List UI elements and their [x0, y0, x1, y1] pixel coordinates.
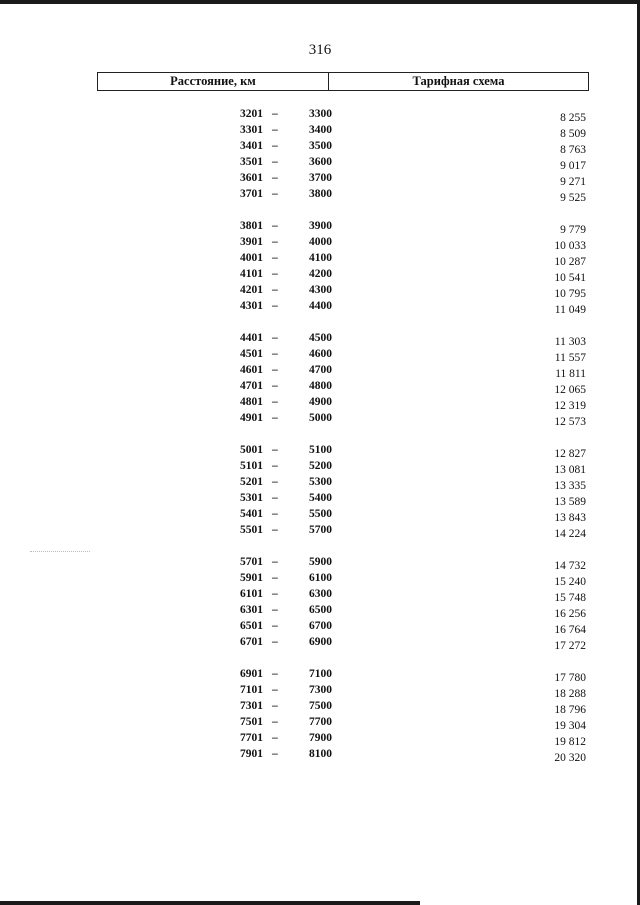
distance-from: 3401 [240, 140, 263, 152]
tariff-value: 13 589 [554, 496, 586, 508]
table-row [0, 604, 640, 620]
tariff-value: 13 335 [554, 480, 586, 492]
table-row [0, 364, 640, 380]
tariff-value: 16 256 [554, 608, 586, 620]
range-dash: – [272, 348, 278, 360]
tariff-value: 10 287 [554, 256, 586, 268]
tariff-value: 15 748 [554, 592, 586, 604]
distance-from: 7901 [240, 748, 263, 760]
table-row [0, 348, 640, 364]
table-row [0, 668, 640, 684]
distance-to: 5200 [309, 460, 332, 472]
tariff-value: 18 288 [554, 688, 586, 700]
range-dash: – [272, 508, 278, 520]
distance-to: 7300 [309, 684, 332, 696]
distance-from: 4601 [240, 364, 263, 376]
tariff-value: 9 271 [560, 176, 586, 188]
tariff-value: 8 509 [560, 128, 586, 140]
tariff-value: 10 033 [554, 240, 586, 252]
table-group [0, 220, 640, 316]
distance-from: 4901 [240, 412, 263, 424]
range-dash: – [272, 700, 278, 712]
table-row [0, 444, 640, 460]
distance-from: 5901 [240, 572, 263, 584]
page-border-bottom [0, 901, 420, 905]
distance-from: 7301 [240, 700, 263, 712]
range-dash: – [272, 668, 278, 680]
tariff-value: 11 303 [554, 336, 586, 348]
table-row [0, 300, 640, 316]
distance-from: 4101 [240, 268, 263, 280]
table-group [0, 444, 640, 540]
range-dash: – [272, 364, 278, 376]
tariff-value: 11 049 [554, 304, 586, 316]
distance-from: 4201 [240, 284, 263, 296]
tariff-value: 17 780 [554, 672, 586, 684]
range-dash: – [272, 588, 278, 600]
range-dash: – [272, 380, 278, 392]
table-row [0, 460, 640, 476]
tariff-value: 14 224 [554, 528, 586, 540]
tariff-value: 9 525 [560, 192, 586, 204]
distance-to: 3400 [309, 124, 332, 136]
tariff-value: 15 240 [554, 576, 586, 588]
range-dash: – [272, 572, 278, 584]
tariff-value: 9 779 [560, 224, 586, 236]
table-row [0, 620, 640, 636]
page-border-top [0, 0, 640, 4]
range-dash: – [272, 732, 278, 744]
range-dash: – [272, 284, 278, 296]
tariff-value: 10 795 [554, 288, 586, 300]
distance-from: 5301 [240, 492, 263, 504]
distance-from: 4301 [240, 300, 263, 312]
table-row [0, 236, 640, 252]
distance-to: 4000 [309, 236, 332, 248]
range-dash: – [272, 252, 278, 264]
range-dash: – [272, 748, 278, 760]
table-row [0, 108, 640, 124]
distance-from: 5101 [240, 460, 263, 472]
distance-to: 3600 [309, 156, 332, 168]
distance-from: 3501 [240, 156, 263, 168]
table-row [0, 700, 640, 716]
table-row [0, 636, 640, 652]
distance-to: 3500 [309, 140, 332, 152]
distance-to: 8100 [309, 748, 332, 760]
distance-from: 4501 [240, 348, 263, 360]
distance-from: 6701 [240, 636, 263, 648]
table-row [0, 140, 640, 156]
table-row [0, 220, 640, 236]
range-dash: – [272, 300, 278, 312]
tariff-value: 9 017 [560, 160, 586, 172]
distance-from: 3201 [240, 108, 263, 120]
distance-to: 6900 [309, 636, 332, 648]
table-row [0, 268, 640, 284]
distance-to: 5700 [309, 524, 332, 536]
distance-to: 6100 [309, 572, 332, 584]
distance-to: 3700 [309, 172, 332, 184]
table-row [0, 252, 640, 268]
tariff-value: 8 763 [560, 144, 586, 156]
table-group [0, 668, 640, 764]
distance-to: 3300 [309, 108, 332, 120]
table-row [0, 588, 640, 604]
table-row [0, 476, 640, 492]
table-header [97, 72, 589, 91]
tariff-value: 11 557 [554, 352, 586, 364]
tariff-value: 8 255 [560, 112, 586, 124]
tariff-value: 12 827 [554, 448, 586, 460]
table-row [0, 732, 640, 748]
table-row [0, 380, 640, 396]
distance-to: 7100 [309, 668, 332, 680]
tariff-value: 18 796 [554, 704, 586, 716]
distance-from: 3901 [240, 236, 263, 248]
table-row [0, 124, 640, 140]
range-dash: – [272, 716, 278, 728]
table-group [0, 556, 640, 652]
range-dash: – [272, 172, 278, 184]
distance-to: 4100 [309, 252, 332, 264]
distance-from: 7501 [240, 716, 263, 728]
range-dash: – [272, 492, 278, 504]
range-dash: – [272, 236, 278, 248]
range-dash: – [272, 188, 278, 200]
range-dash: – [272, 396, 278, 408]
tariff-value: 11 811 [555, 368, 586, 380]
range-dash: – [272, 524, 278, 536]
table-row [0, 396, 640, 412]
distance-from: 6301 [240, 604, 263, 616]
range-dash: – [272, 444, 278, 456]
tariff-value: 19 812 [554, 736, 586, 748]
range-dash: – [272, 412, 278, 424]
distance-to: 5000 [309, 412, 332, 424]
distance-from: 3701 [240, 188, 263, 200]
distance-to: 5100 [309, 444, 332, 456]
distance-to: 5900 [309, 556, 332, 568]
distance-to: 6300 [309, 588, 332, 600]
distance-to: 5300 [309, 476, 332, 488]
distance-from: 4401 [240, 332, 263, 344]
range-dash: – [272, 108, 278, 120]
distance-to: 4900 [309, 396, 332, 408]
range-dash: – [272, 556, 278, 568]
distance-to: 5500 [309, 508, 332, 520]
range-dash: – [272, 140, 278, 152]
distance-to: 4200 [309, 268, 332, 280]
distance-to: 4300 [309, 284, 332, 296]
table-row [0, 492, 640, 508]
table-group [0, 108, 640, 204]
table-row [0, 748, 640, 764]
distance-to: 6700 [309, 620, 332, 632]
table-row [0, 412, 640, 428]
range-dash: – [272, 220, 278, 232]
table-row [0, 332, 640, 348]
tariff-table-body [0, 108, 640, 780]
distance-to: 6500 [309, 604, 332, 616]
distance-to: 4500 [309, 332, 332, 344]
tariff-value: 13 843 [554, 512, 586, 524]
header-distance: Расстояние, км [98, 73, 329, 90]
distance-to: 4800 [309, 380, 332, 392]
distance-from: 6901 [240, 668, 263, 680]
distance-from: 3801 [240, 220, 263, 232]
distance-to: 4600 [309, 348, 332, 360]
tariff-value: 19 304 [554, 720, 586, 732]
tariff-value: 10 541 [554, 272, 586, 284]
range-dash: – [272, 332, 278, 344]
distance-from: 7101 [240, 684, 263, 696]
distance-from: 5501 [240, 524, 263, 536]
table-row [0, 716, 640, 732]
range-dash: – [272, 124, 278, 136]
distance-from: 4801 [240, 396, 263, 408]
distance-to: 3900 [309, 220, 332, 232]
table-row [0, 156, 640, 172]
distance-to: 4700 [309, 364, 332, 376]
distance-to: 5400 [309, 492, 332, 504]
table-row [0, 172, 640, 188]
range-dash: – [272, 460, 278, 472]
distance-from: 5201 [240, 476, 263, 488]
range-dash: – [272, 476, 278, 488]
distance-from: 6501 [240, 620, 263, 632]
distance-to: 3800 [309, 188, 332, 200]
distance-from: 4001 [240, 252, 263, 264]
range-dash: – [272, 636, 278, 648]
tariff-value: 14 732 [554, 560, 586, 572]
tariff-value: 12 319 [554, 400, 586, 412]
tariff-value: 20 320 [554, 752, 586, 764]
distance-to: 7700 [309, 716, 332, 728]
distance-from: 3601 [240, 172, 263, 184]
page-number: 316 [308, 42, 332, 58]
range-dash: – [272, 604, 278, 616]
range-dash: – [272, 268, 278, 280]
tariff-value: 12 065 [554, 384, 586, 396]
distance-from: 3301 [240, 124, 263, 136]
distance-to: 7900 [309, 732, 332, 744]
tariff-value: 13 081 [554, 464, 586, 476]
table-row [0, 572, 640, 588]
tariff-value: 17 272 [554, 640, 586, 652]
table-row [0, 284, 640, 300]
distance-from: 5701 [240, 556, 263, 568]
header-tariff: Тарифная схема [412, 74, 505, 88]
distance-from: 5001 [240, 444, 263, 456]
range-dash: – [272, 156, 278, 168]
distance-from: 5401 [240, 508, 263, 520]
distance-to: 4400 [309, 300, 332, 312]
distance-to: 7500 [309, 700, 332, 712]
table-group [0, 332, 640, 428]
distance-from: 7701 [240, 732, 263, 744]
distance-from: 4701 [240, 380, 263, 392]
range-dash: – [272, 684, 278, 696]
table-row [0, 524, 640, 540]
table-row [0, 188, 640, 204]
table-row [0, 684, 640, 700]
tariff-value: 16 764 [554, 624, 586, 636]
table-row [0, 556, 640, 572]
range-dash: – [272, 620, 278, 632]
tariff-value: 12 573 [554, 416, 586, 428]
table-row [0, 508, 640, 524]
distance-from: 6101 [240, 588, 263, 600]
